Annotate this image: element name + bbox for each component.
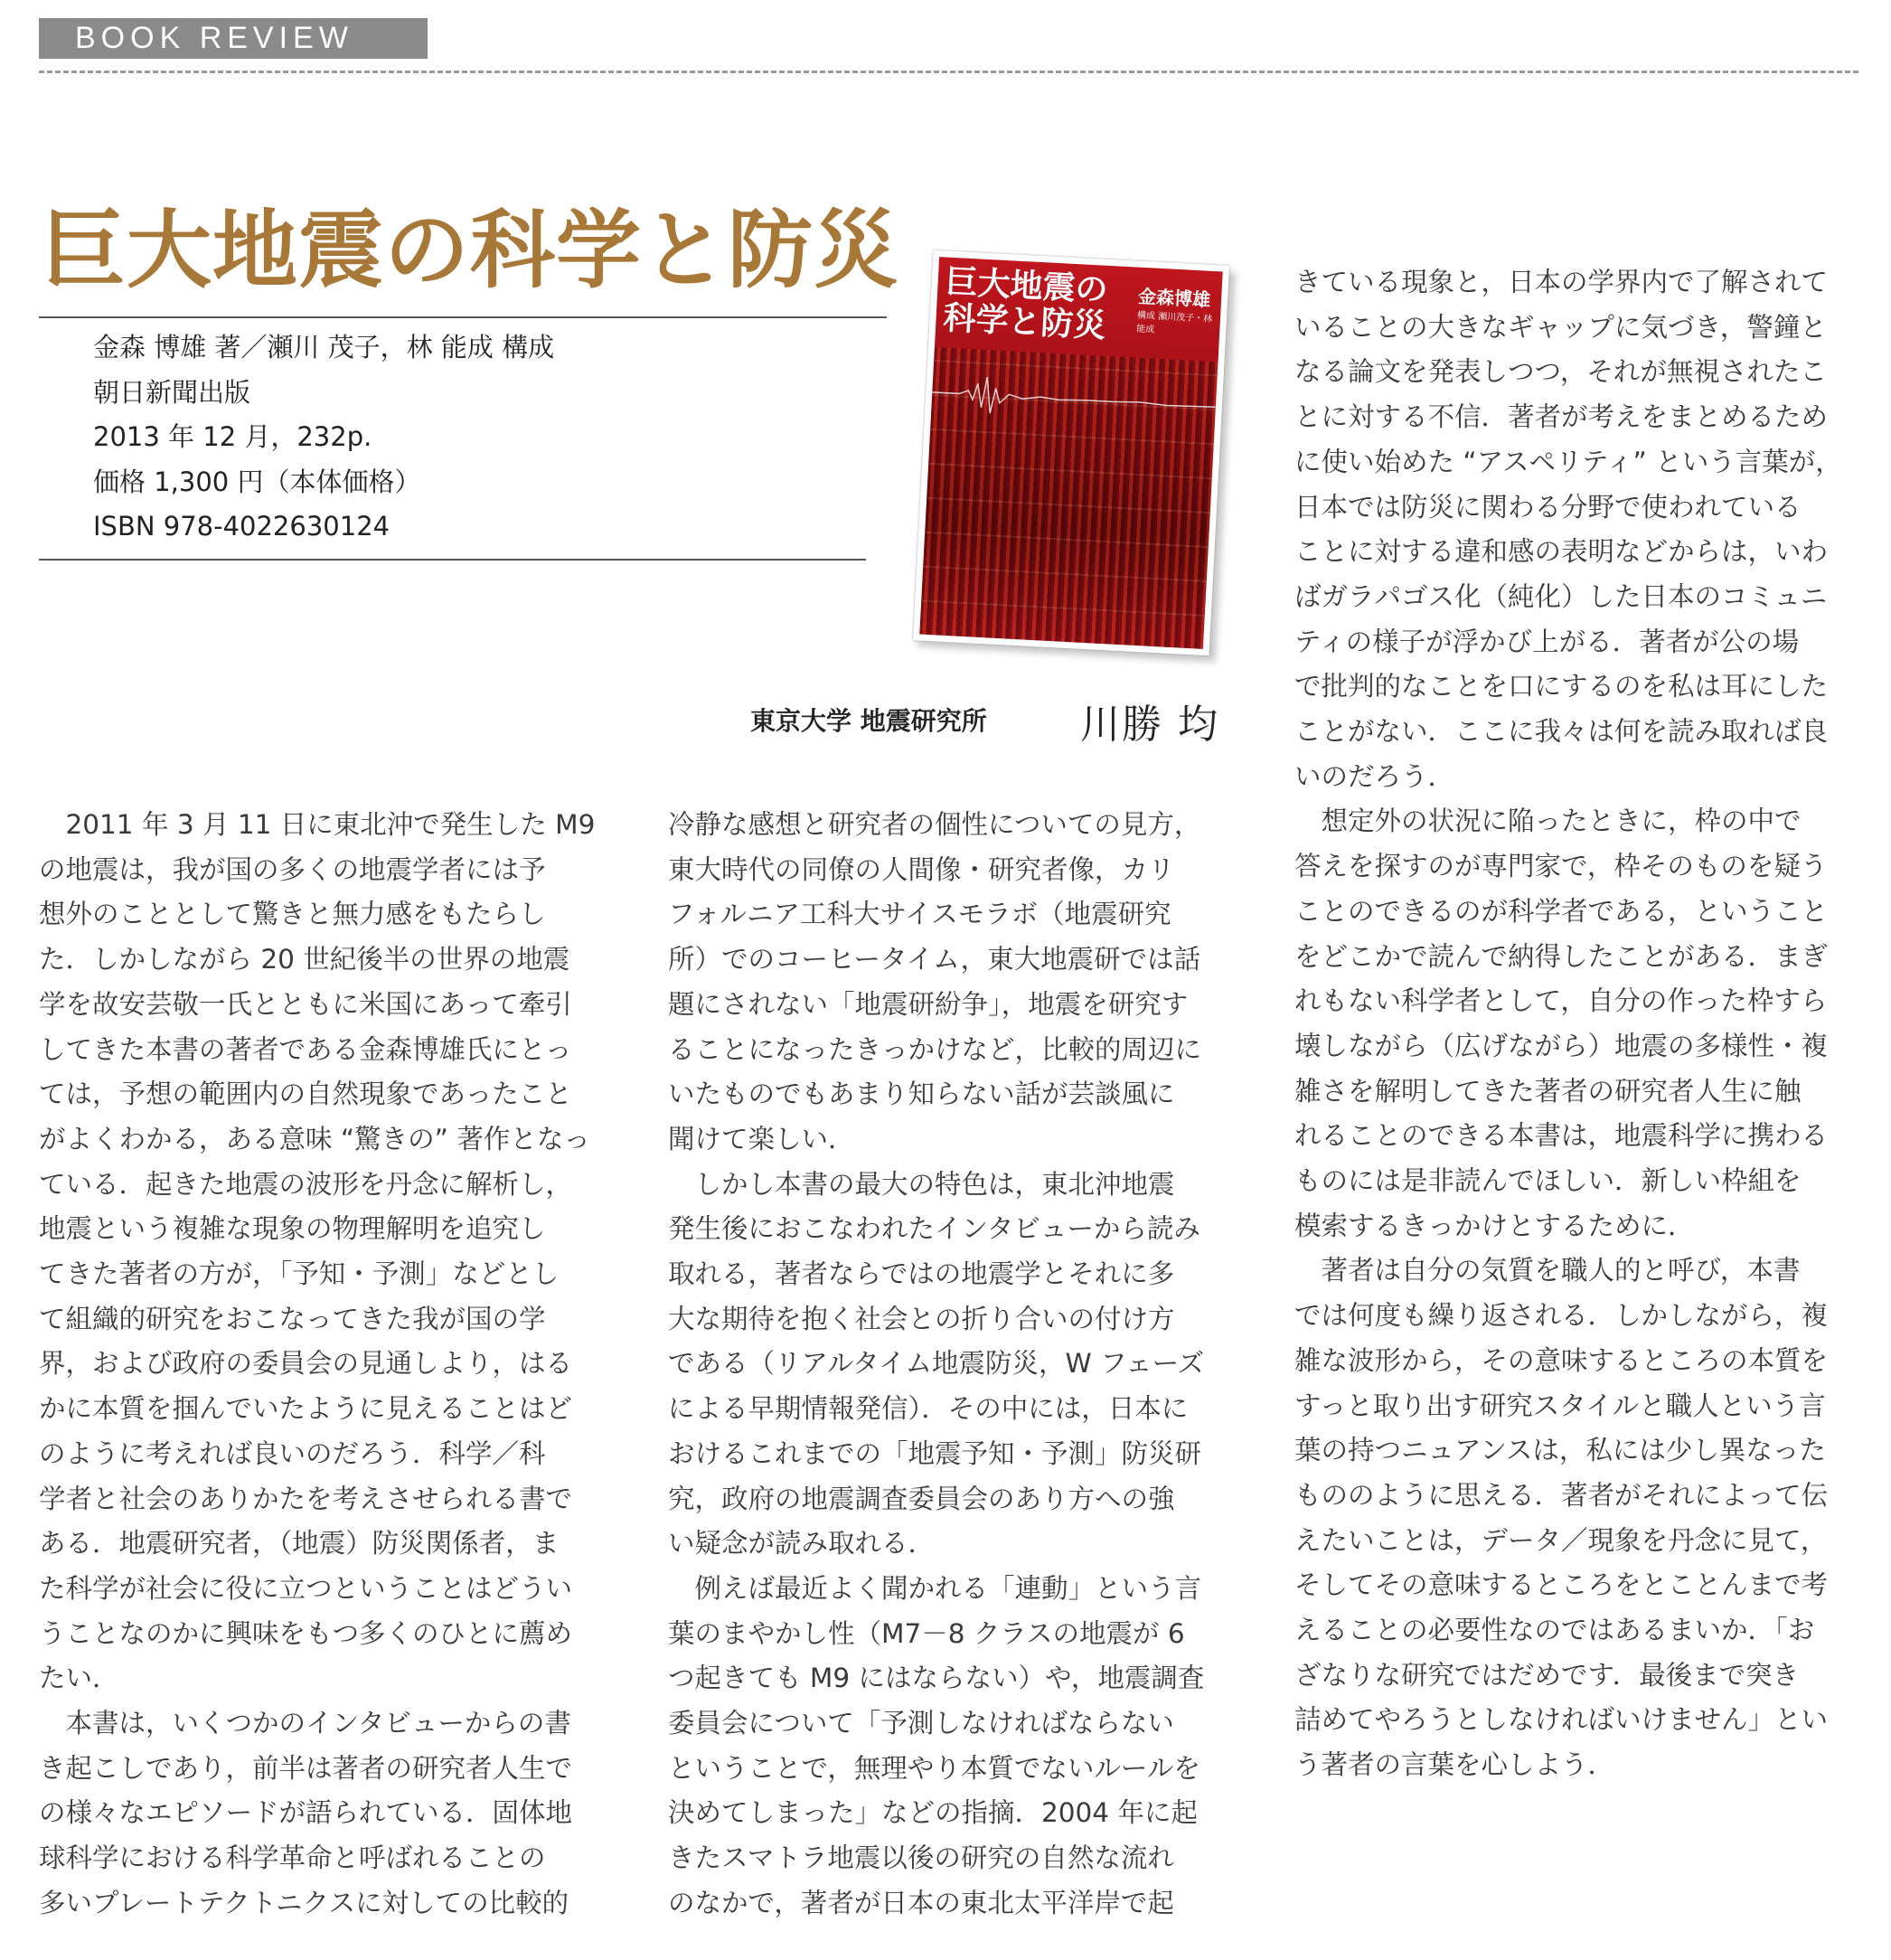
body-line: 発生後におこなわれたインタビューから読み [668, 1213, 1200, 1245]
body-line: で批判的なことを口にするのを私は耳にした [1294, 671, 1829, 702]
body-line: うことなのかに興味をもつ多くのひとに薦め [39, 1617, 573, 1649]
body-line: ことがない．ここに我々は何を読み取れば良 [1294, 716, 1829, 747]
body-line: いのだろう． [1294, 760, 1455, 792]
body-line: もののように思える．著者がそれによって伝 [1294, 1479, 1829, 1511]
body-line: をどこかで読んで納得したことがある．まぎ [1294, 940, 1829, 972]
body-line: ることになったきっかけなど，比較的周辺に [668, 1033, 1202, 1065]
body-line: 模索するきっかけとするために． [1294, 1210, 1695, 1241]
body-line: 究，政府の地震調査委員会のあり方への強 [668, 1483, 1175, 1514]
info-bottom-rule [39, 559, 866, 561]
body-line: 雑な波形から，その意味するところの本質を [1294, 1344, 1829, 1376]
body-line: 所）でのコーヒータイム，東大地震研では話 [668, 944, 1201, 975]
body-line: えたいことは，データ／現象を丹念に見て， [1294, 1524, 1828, 1556]
header-divider [39, 71, 1858, 73]
body-line: おけるこれまでの「地震予知・予測」防災研 [668, 1437, 1202, 1469]
body-line: 決めてしまった」などの指摘．2004 年に起 [668, 1797, 1198, 1829]
cover-title-line-2: 科学と防災 [942, 299, 1107, 345]
cover-author-sub: 構成 瀬川茂子・林 能成 [1135, 310, 1213, 335]
body-line: て組織的研究をおこなってきた我が国の学 [39, 1303, 546, 1334]
body-line: ある．地震研究者，（地震）防災関係者，ま [39, 1528, 560, 1560]
body-line: 例えば最近よく聞かれる「連動」という言 [668, 1572, 1202, 1604]
cover-title-line-1: 巨大地震の [944, 263, 1109, 309]
body-line: ては，予想の範囲内の自然現象であったこと [39, 1079, 572, 1110]
body-line: たい． [39, 1663, 119, 1694]
body-line: きたスマトラ地震以後の研究の自然な流れ [668, 1842, 1174, 1874]
body-line: ものには是非読んでほしい．新しい枠組を [1294, 1165, 1802, 1196]
body-line: ティの様子が浮かび上がる．著者が公の場 [1294, 626, 1800, 657]
body-line: かに本質を掴んでいたように見えることはど [39, 1393, 573, 1425]
section-label: BOOK REVIEW [39, 18, 428, 59]
body-line: 大な期待を抱く社会との折り合いの付け方 [668, 1303, 1175, 1334]
body-line: ということで，無理やり本質でないルールを [668, 1752, 1200, 1784]
body-line: 題にされない「地震研紛争」，地震を研究す [668, 988, 1189, 1020]
body-line: そしてその意味するところをとことんまで考 [1294, 1569, 1829, 1601]
body-line: ことに対する違和感の表明などからは，いわ [1294, 536, 1829, 568]
body-line: のように考えれば良いのだろう．科学／科 [39, 1437, 546, 1469]
body-line: なる論文を発表しつつ，それが無視されたこ [1294, 356, 1827, 388]
body-line: れることのできる本書は，地震科学に携わる [1294, 1120, 1829, 1152]
body-line: 学を故安芸敬一氏とともに米国にあって牽引 [39, 988, 572, 1020]
book-price: 価格 1,300 円（本体価格） [93, 466, 421, 497]
book-info [93, 325, 554, 550]
body-line: である（リアルタイム地震防災，W フェーズ [668, 1348, 1205, 1380]
body-line: 著者は自分の気質を職人的と呼び，本書 [1294, 1255, 1801, 1286]
body-line: 冷静な感想と研究者の個性についての見方， [668, 809, 1201, 840]
reviewer-name: 川勝 均 [1080, 702, 1219, 748]
body-line: 界，および政府の委員会の見通しより，はる [39, 1348, 573, 1380]
body-line: では何度も繰り返される．しかしながら，複 [1294, 1300, 1829, 1332]
body-line: 壊しながら（広げながら）地震の多様性・複 [1294, 1030, 1829, 1061]
cover-title [943, 264, 1109, 344]
body-line: 本書は，いくつかのインタビューからの書 [39, 1708, 571, 1739]
cover-author: 金森博雄 [1137, 285, 1211, 311]
body-line: 答えを探すのが専門家で，枠そのものを疑う [1294, 851, 1828, 882]
body-line: いることの大きなギャップに気づき，警鐘と [1294, 311, 1827, 343]
body-line: 東大時代の同僚の人間像・研究者像，カリ [668, 853, 1175, 885]
body-line: い疑念が読み取れる． [668, 1528, 936, 1560]
body-line: う著者の言葉を心しよう． [1294, 1749, 1615, 1781]
body-line: 多いプレートテクトニクスに対しての比較的 [39, 1887, 569, 1918]
body-line: ばガラパゴス化（純化）した日本のコミュニ [1294, 580, 1828, 612]
body-line: 詰めてやろうとしなければいけません」とい [1294, 1704, 1829, 1736]
book-authors: 金森 博雄 著／瀬川 茂子，林 能成 構成 [93, 332, 555, 363]
body-line: 2011 年 3 月 11 日に東北沖で発生した M9 [39, 809, 596, 840]
body-line: 想定外の状況に陥ったときに，枠の中で [1294, 806, 1802, 837]
body-line: 取れる，著者ならではの地震学とそれに多 [668, 1258, 1175, 1289]
body-line: のなかで，著者が日本の東北太平洋岸で起 [668, 1887, 1174, 1918]
body-line: すっと取り出す研究スタイルと職人という言 [1294, 1390, 1826, 1421]
info-top-rule [39, 316, 887, 318]
body-line: れもない科学者として，自分の作った枠すら [1294, 985, 1828, 1017]
body-line: ている．起きた地震の波形を丹念に解析し， [39, 1168, 573, 1200]
book-isbn: ISBN 978-4022630124 [93, 511, 390, 542]
body-line: き起こしであり，前半は著者の研究者人生で [39, 1752, 573, 1784]
body-line: 地震という複雑な現象の物理解明を追究し [39, 1213, 546, 1245]
body-line: しかし本書の最大の特色は，東北沖地震 [668, 1168, 1175, 1200]
body-line: 雑さを解明してきた著者の研究者人生に触 [1294, 1075, 1802, 1107]
body-line: つ起きても M9 にはならない）や，地震調査 [668, 1663, 1205, 1694]
body-line: た．しかしながら 20 世紀後半の世界の地震 [39, 944, 570, 975]
body-line: フォルニア工科大サイスモラボ（地震研究 [668, 899, 1171, 930]
reviewer-affiliation: 東京大学 地震研究所 [750, 706, 987, 736]
body-line: とに対する不信．著者が考えをまとめるため [1294, 401, 1829, 433]
body-line: てきた著者の方が，「予知・予測」などとし [39, 1258, 560, 1289]
body-line: 委員会について「予測しなければならない [668, 1708, 1174, 1739]
body-line: による早期情報発信）．その中には，日本に [668, 1393, 1189, 1425]
body-line: 聞けて楽しい． [668, 1123, 855, 1154]
book-cover-art [919, 257, 1222, 649]
body-line: ざなりな研究ではだめです．最後まで突き [1294, 1659, 1800, 1691]
book-publisher: 朝日新聞出版 [93, 376, 251, 408]
body-line: してきた本書の著者である金森博雄氏にとっ [39, 1033, 572, 1065]
body-line: た科学が社会に役に立つということはどうい [39, 1572, 573, 1604]
body-line: ことのできるのが科学者である，ということ [1294, 895, 1829, 927]
body-line: に使い始めた “アスペリティ” という言葉が， [1294, 446, 1842, 477]
body-line: えることの必要性なのではあるまいか．「お [1294, 1615, 1815, 1645]
book-cover-image [913, 250, 1229, 656]
book-date-pages: 2013 年 12 月，232p. [93, 421, 372, 452]
body-line: の地震は，我が国の多くの地震学者には予 [39, 853, 546, 885]
body-line: きている現象と，日本の学界内で了解されて [1294, 267, 1829, 297]
body-line: 葉の持つニュアンスは，私には少し異なった [1294, 1435, 1826, 1466]
body-line: 学者と社会のありかたを考えさせられる書で [39, 1483, 573, 1514]
body-line: 日本では防災に関わる分野で使われている [1294, 491, 1802, 523]
body-line: 葉のまやかし性（M7－8 クラスの地震が 6 [668, 1617, 1185, 1649]
body-line: がよくわかる，ある意味 “驚きの” 著作となっ [39, 1123, 590, 1154]
body-line: の様々なエピソードが語られている．固体地 [39, 1797, 573, 1829]
body-line: 球科学における科学革命と呼ばれることの [39, 1842, 546, 1874]
body-line: いたものでもあまり知らない話が芸談風に [668, 1079, 1175, 1110]
body-line: 想外のこととして驚きと無力感をもたらし [39, 899, 546, 930]
page-title: 巨大地震の科学と防災 [41, 200, 900, 300]
